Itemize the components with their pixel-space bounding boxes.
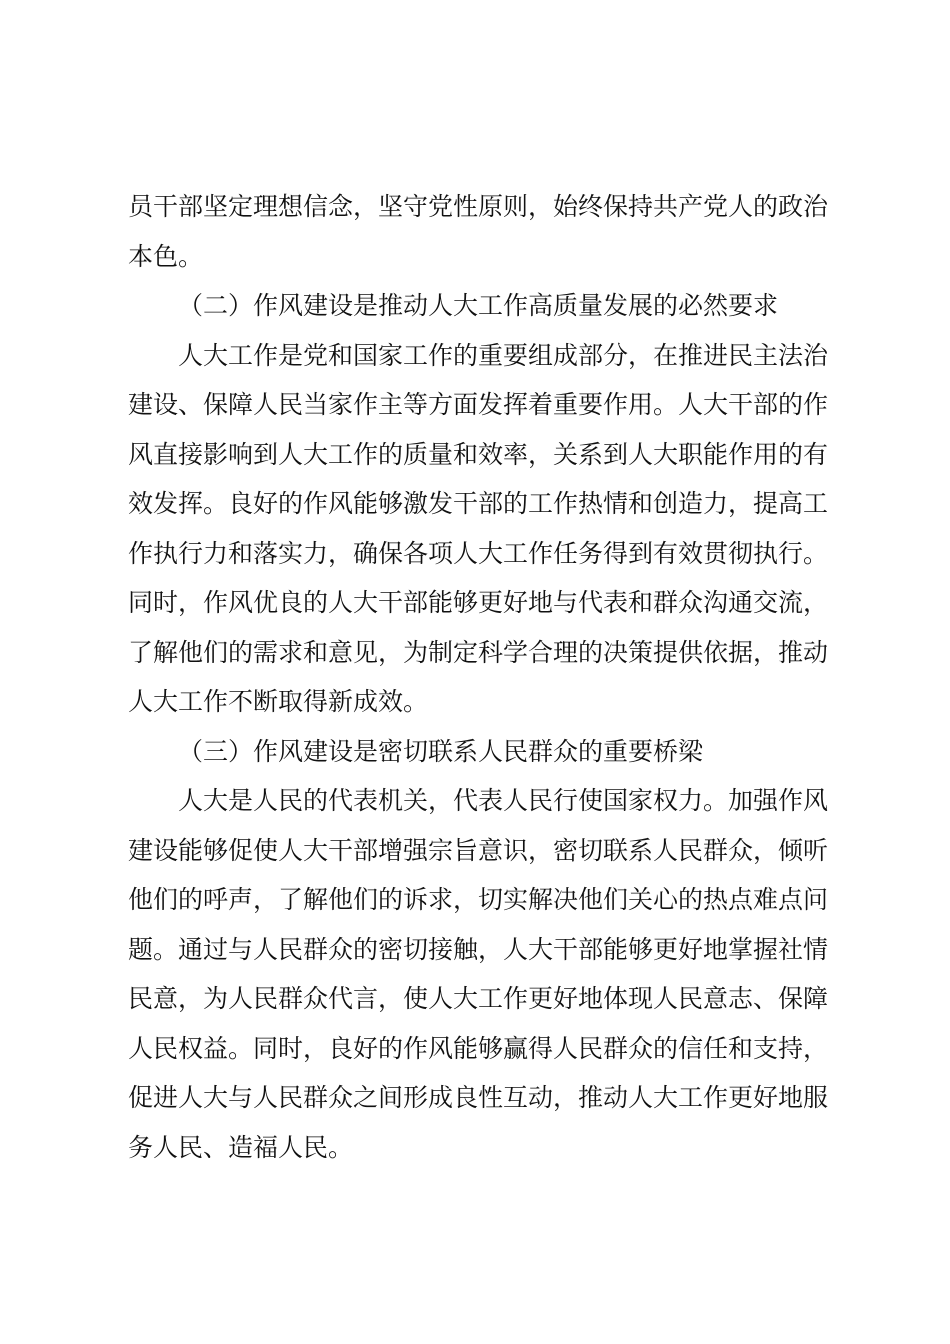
document-body <box>128 182 828 1172</box>
paragraph-section-3: 人大是人民的代表机关，代表人民行使国家权力。加强作风建设能够促使人大干部增强宗旨意识，密切联系人民群众，倾听他们的呼声，了解他们的诉求，切实解决他们关心的热点难点问题。通过与人民群众的密切接触，人大干部能够更好地掌握社情民意，为人民群众代言，使人大工作更好地体现人民意志、保障人民权益。同时，良好的作风能够赢得人民群众的信任和支持，促进人大与人民群众之间形成良性互动，推动人大工作更好地服务人民、造福人民。 <box>128 786 829 1162</box>
paragraph-section-2: 人大工作是党和国家工作的重要组成部分，在推进民主法治建设、保障人民当家作主等方面发挥着重要作用。人大干部的作风直接影响到人大工作的质量和效率，关系到人大职能作用的有效发挥。良好的作风能够激发干部的工作热情和创造力，提高工作执行力和落实力，确保各项人大工作任务得到有效贯彻执行。同时，作风优良的人大干部能够更好地与代表和群众沟通交流，了解他们的需求和意见，为制定科学合理的决策提供依据，推动人大工作不断取得新成效。 <box>128 340 829 716</box>
paragraph-continued: 员干部坚定理想信念，坚守党性原则，始终保持共产党人的政治本色。 <box>128 192 829 271</box>
section-heading-2: （二）作风建设是推动人大工作高质量发展的必然要求 <box>178 291 779 320</box>
section-heading-3: （三）作风建设是密切联系人民群众的重要桥梁 <box>178 736 704 766</box>
